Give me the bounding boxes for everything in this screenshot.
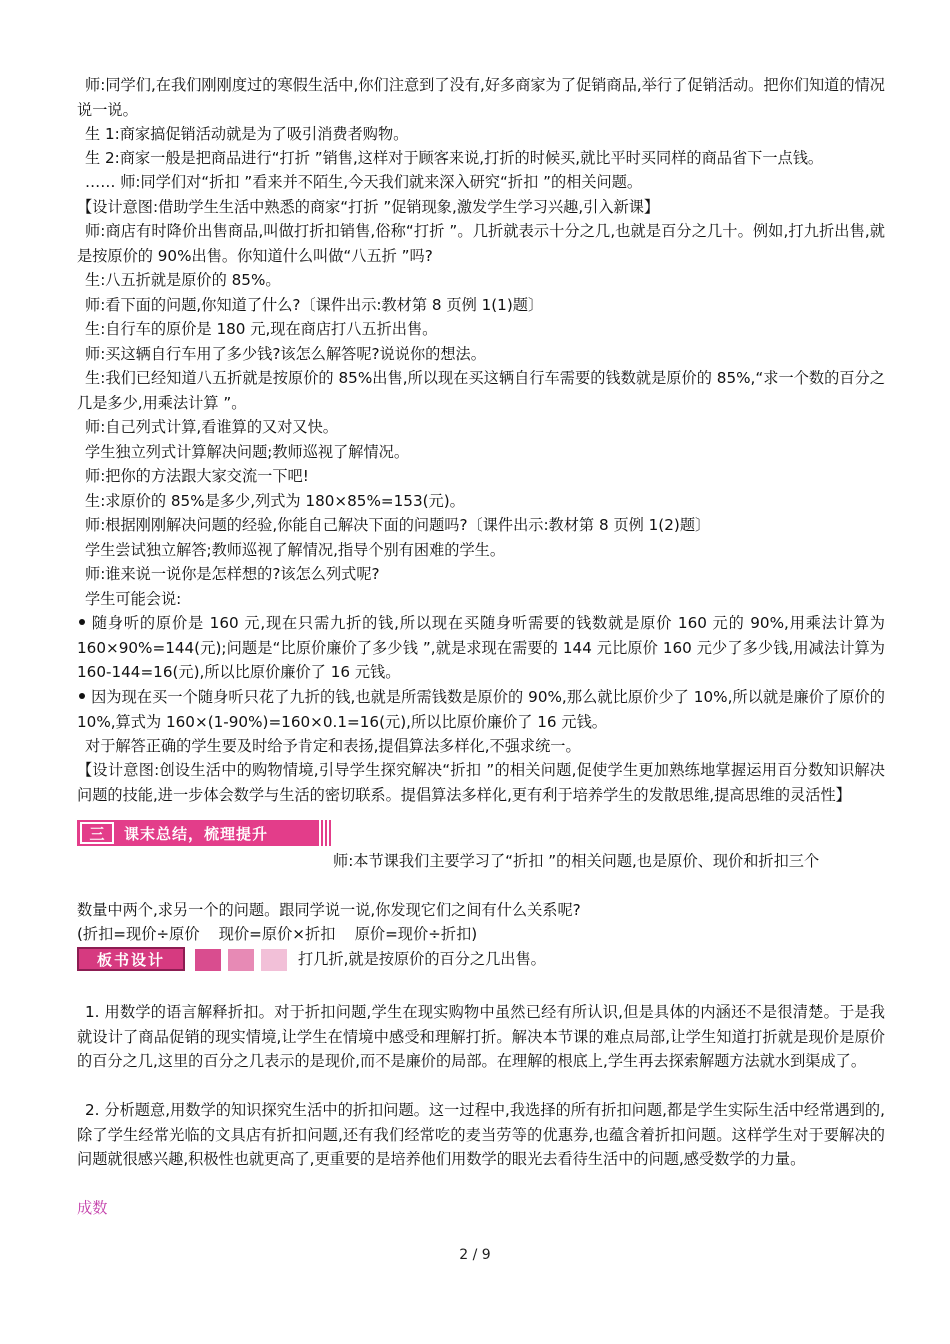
bullet-text: 因为现在买一个随身听只花了九折的钱,也就是所需钱数是原价的 90%,那么就比原价少了 10%,所以就是廉价了原价的 10%,算式为 160×(1-90%)=160×0.1=16(元),所以比原价廉价了 16 元钱。 [77, 688, 885, 731]
summary-text: 师:本节课我们主要学习了“折扣 ”的相关问题,也是原价、现价和折扣三个 [333, 852, 820, 870]
bullet-text: 随身听的原价是 160 元,现在只需九折的钱,所以现在买随身听需要的钱数就是原价 160 元的 90%,用乘法计算为 160×90%=144(元);问题是“比原价廉价了多少钱 ”,就是求现在需要的 144 元比原价 160 元少了多少钱,用减法计算为 160-144=16(元),所以比原价廉价了 16 元钱。 [77, 614, 885, 681]
next-section-title: 成数 [77, 1199, 108, 1217]
design-intent-note: 【设计意图:借助学生生活中熟悉的商家“打折 ”促销现象,激发学生学习兴趣,引入新课】 [77, 198, 660, 216]
section-banner [77, 820, 331, 846]
design-intent-note: 【设计意图:创设生活中的购物情境,引导学生探究解决“折扣 ”的相关问题,促使学生更加熟练地掌握运用百分数知识解决问题的技能,进一步体会数学与生活的密切联系。提倡算法多样化,更有利于培养学生的发散思维,提高思维的灵活性】 [77, 761, 885, 804]
bullet-item [77, 685, 885, 734]
board-design-title: 板书设计 [77, 947, 185, 971]
section-number: 三 [80, 822, 114, 844]
paragraph: 师:根据刚刚解决问题的经验,你能自己解决下面的问题吗?〔课件出示:教材第 8 页例 1(2)题〕 [85, 516, 711, 534]
paragraph: 学生独立列式计算解决问题;教师巡视了解情况。 [85, 443, 410, 461]
paragraph: 生 2:商家一般是把商品进行“打折 ”销售,这样对于顾客来说,打折的时候买,就比平时买同样的商品省下一点钱。 [85, 149, 824, 167]
paragraph: 师:把你的方法跟大家交流一下吧! [85, 467, 309, 485]
board-text: 打几折,就是按原价的百分之几出售。 [298, 950, 546, 968]
decor-square [195, 949, 221, 971]
paragraph: 师:谁来说一说你是怎样想的?该怎么列式呢? [85, 565, 380, 583]
summary-continuation: 数量中两个,求另一个的问题。跟同学说一说,你发现它们之间有什么关系呢? [77, 901, 581, 919]
paragraph: 学生可能会说: [85, 590, 182, 608]
paragraph: 生:八五折就是原价的 85%。 [85, 271, 281, 289]
paragraph: …… 师:同学们对“折扣 ”看来并不陌生,今天我们就来深入研究“折扣 ”的相关问题。 [85, 173, 643, 191]
bullet-icon [79, 619, 85, 625]
reflection-paragraph: 2. 分析题意,用数学的知识探究生活中的折扣问题。这一过程中,我选择的所有折扣问题,都是学生实际生活中经常遇到的,除了学生经常光临的文具店有折扣问题,还有我们经常吃的麦当劳等的优惠券,也蕴含着折扣问题。这样学生对于要解决的问题就很感兴趣,积极性也就更高了,更重要的是培养他们用数学的眼光去看待生活中的问题,感受数学的力量。 [77, 1101, 885, 1168]
paragraph: 师:买这辆自行车用了多少钱?该怎么解答呢?说说你的想法。 [85, 345, 486, 363]
banner-decoration [319, 820, 331, 846]
paragraph: 师:商店有时降价出售商品,叫做打折扣销售,俗称“打折 ”。几折就表示十分之几,也就是百分之几十。例如,打九折出售,就是按原价的 90%出售。你知道什么叫做“八五折 ”吗? [77, 222, 885, 265]
paragraph: 生 1:商家搞促销活动就是为了吸引消费者购物。 [85, 125, 409, 143]
decor-square [228, 949, 254, 971]
paragraph: 生:求原价的 85%是多少,列式为 180×85%=153(元)。 [85, 492, 465, 510]
decor-square [261, 949, 287, 971]
formula-line: (折扣=现价÷原价 现价=原价×折扣 原价=现价÷折扣) [77, 925, 478, 943]
section-title: 课末总结，梳理提升 [124, 824, 269, 843]
paragraph: 师:同学们,在我们刚刚度过的寒假生活中,你们注意到了没有,好多商家为了促销商品,举行了促销活动。把你们知道的情况说一说。 [77, 76, 885, 119]
reflection-paragraph: 1. 用数学的语言解释折扣。对于折扣问题,学生在现实购物中虽然已经有所认识,但是具体的内涵还不是很清楚。于是我就设计了商品促销的现实情境,让学生在情境中感受和理解打折。解决本节课的难点局部,让学生知道打折就是现价是原价的百分之几,这里的百分之几表示的是现价,而不是廉价的局部。在理解的根底上,学生再去探索解题方法就水到渠成了。 [77, 1003, 885, 1070]
paragraph: 师:自己列式计算,看谁算的又对又快。 [85, 418, 338, 436]
bullet-item [77, 611, 885, 685]
paragraph: 学生尝试独立解答;教师巡视了解情况,指导个别有困难的学生。 [85, 541, 506, 559]
paragraph: 对于解答正确的学生要及时给予肯定和表扬,提倡算法多样化,不强求统一。 [85, 737, 581, 755]
paragraph: 师:看下面的问题,你知道了什么?〔课件出示:教材第 8 页例 1(1)题〕 [85, 296, 544, 314]
page-number: 2 / 9 [459, 1247, 491, 1263]
paragraph: 生:自行车的原价是 180 元,现在商店打八五折出售。 [85, 320, 438, 338]
bullet-icon [79, 693, 85, 699]
paragraph: 生:我们已经知道八五折就是按原价的 85%出售,所以现在买这辆自行车需要的钱数就是原价的 85%,“求一个数的百分之几是多少,用乘法计算 ”。 [77, 369, 885, 412]
